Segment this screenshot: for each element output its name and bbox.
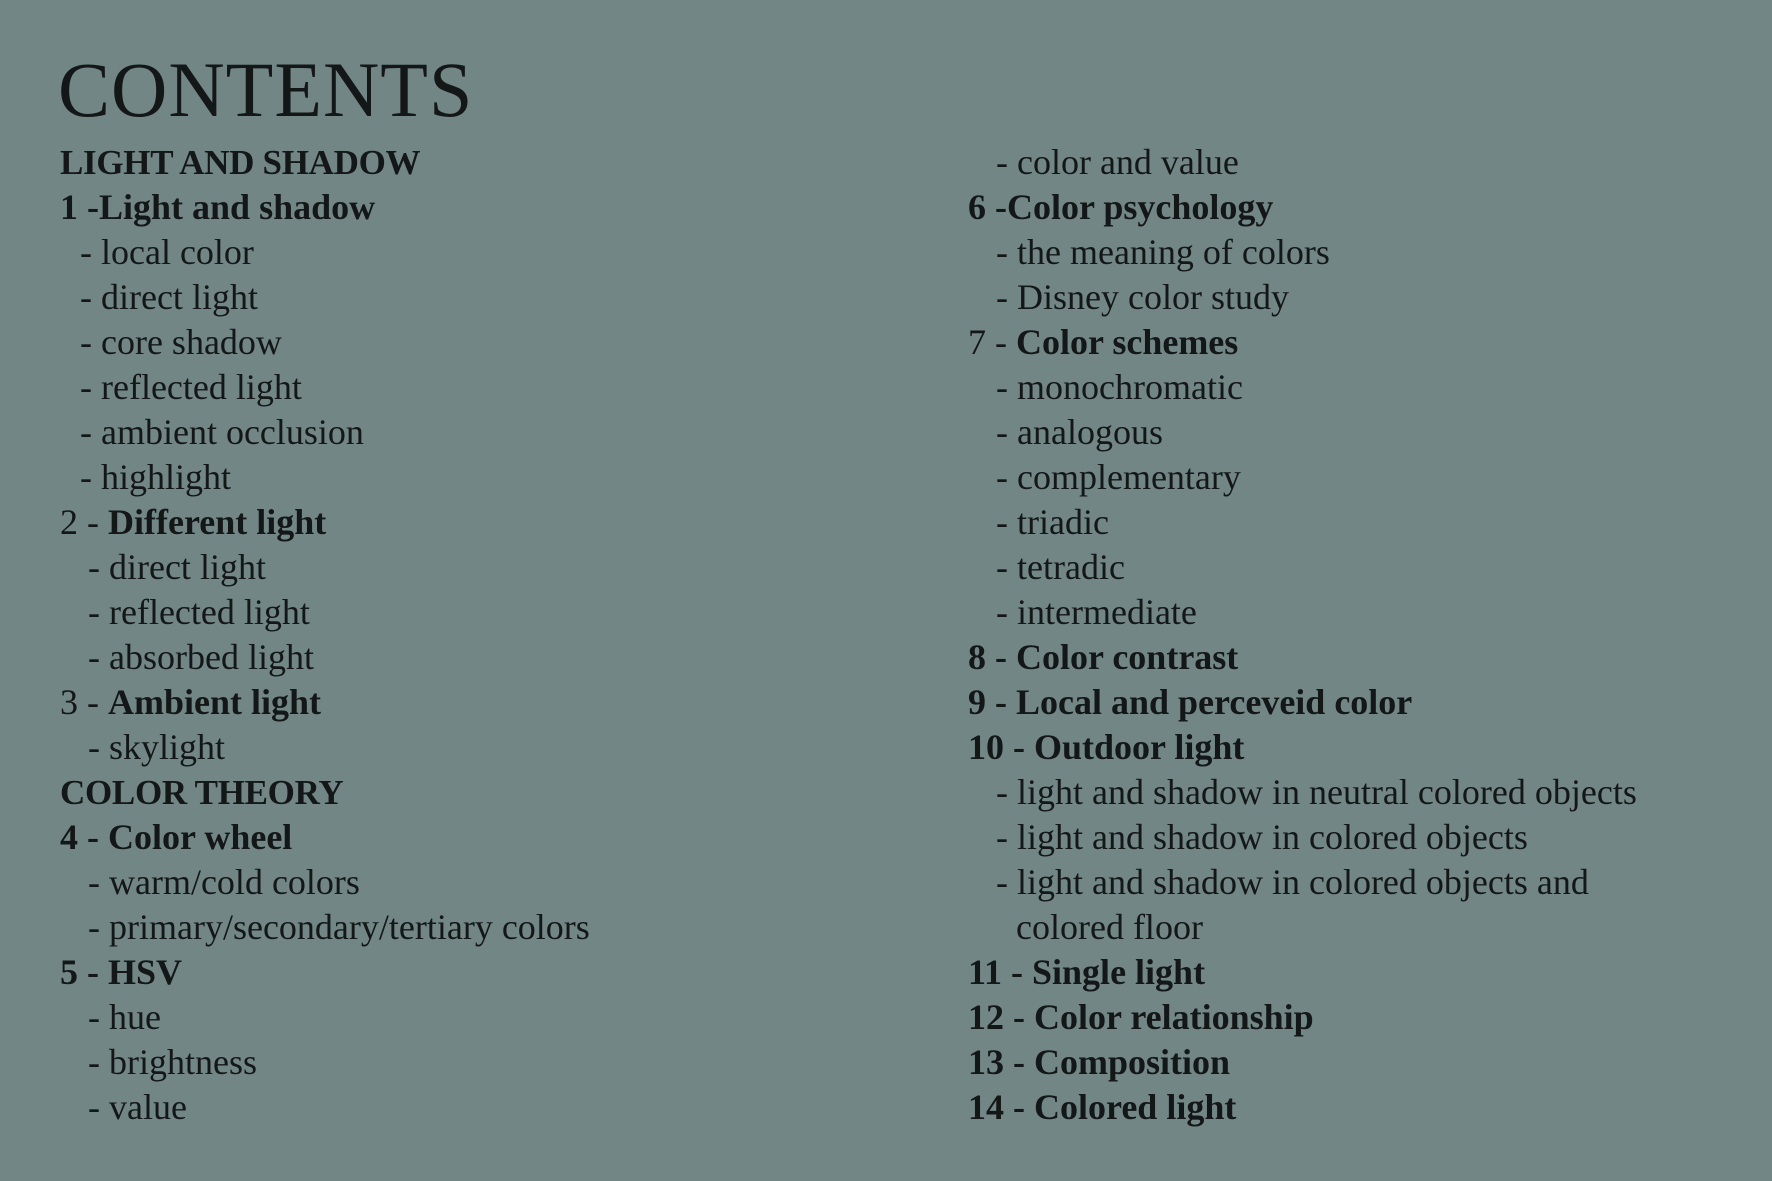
subtopic-entry: - skylight — [88, 727, 226, 767]
chapter-entry — [60, 815, 590, 860]
chapter-title: HSV — [108, 952, 183, 992]
chapter-number: 13 - — [968, 1042, 1034, 1082]
chapter-title: Color contrast — [1016, 637, 1239, 677]
chapter-number: 3 - — [60, 682, 108, 722]
subtopic-entry: - Disney color study — [996, 277, 1289, 317]
chapter-title: Light and shadow — [99, 187, 376, 227]
chapter-entry — [968, 950, 1637, 995]
chapter-title: Local and perceveid color — [1016, 682, 1413, 722]
chapter-title: Color schemes — [1016, 322, 1239, 362]
chapter-title: Composition — [1034, 1042, 1231, 1082]
subtopic-entry: - ambient occlusion — [80, 412, 364, 452]
subtopic-entry: - intermediate — [996, 592, 1197, 632]
chapter-number: 14 - — [968, 1087, 1034, 1127]
chapter-title: Color relationship — [1034, 997, 1314, 1037]
chapter-number: 11 - — [968, 952, 1033, 992]
subtopic-entry: - core shadow — [80, 322, 282, 362]
chapter-entry — [60, 680, 590, 725]
chapter-title: Ambient light — [108, 682, 322, 722]
chapter-title: Single light — [1032, 952, 1206, 992]
chapter-number: 2 - — [60, 502, 108, 542]
chapter-number: 8 - — [968, 637, 1016, 677]
subtopic-entry: - reflected light — [88, 592, 310, 632]
chapter-number: 1 - — [60, 187, 99, 227]
chapter-title: Color psychology — [1007, 187, 1274, 227]
subtopic-entry: - brightness — [88, 1042, 257, 1082]
chapter-entry — [968, 680, 1637, 725]
subtopic-entry: - direct light — [80, 277, 258, 317]
chapter-entry — [60, 950, 590, 995]
chapter-entry — [968, 635, 1637, 680]
subtopic-entry: - absorbed light — [88, 637, 314, 677]
section-heading: COLOR THEORY — [60, 773, 344, 812]
chapter-number: 12 - — [968, 997, 1034, 1037]
chapter-number: 7 - — [968, 322, 1016, 362]
chapter-entry — [968, 725, 1637, 770]
subtopic-entry: - analogous — [996, 412, 1163, 452]
subtopic-entry: - hue — [88, 997, 161, 1037]
contents-column-left — [60, 140, 590, 1130]
subtopic-entry: - direct light — [88, 547, 266, 587]
contents-column-right — [968, 140, 1637, 1130]
subtopic-entry: - primary/secondary/tertiary colors — [88, 907, 590, 947]
subtopic-entry: - the meaning of colors — [996, 232, 1330, 272]
subtopic-entry: - highlight — [80, 457, 231, 497]
chapter-title: Color wheel — [108, 817, 293, 857]
subtopic-entry: - light and shadow in colored objects — [996, 817, 1528, 857]
subtopic-entry: - value — [88, 1087, 187, 1127]
subtopic-entry: - reflected light — [80, 367, 302, 407]
chapter-title: Different light — [108, 502, 327, 542]
chapter-entry — [60, 185, 590, 230]
subtopic-entry: - light and shadow in colored objects and — [996, 862, 1589, 902]
chapter-entry — [968, 995, 1637, 1040]
page-title: CONTENTS — [58, 46, 474, 133]
chapter-entry — [968, 1040, 1637, 1085]
subtopic-entry: - tetradic — [996, 547, 1125, 587]
chapter-entry — [968, 320, 1637, 365]
subtopic-entry: - warm/cold colors — [88, 862, 360, 902]
subtopic-entry: - complementary — [996, 457, 1241, 497]
section-heading: LIGHT AND SHADOW — [60, 143, 421, 182]
chapter-number: 5 - — [60, 952, 108, 992]
chapter-title: Colored light — [1034, 1087, 1237, 1127]
chapter-number: 6 - — [968, 187, 1007, 227]
subtopic-entry: - light and shadow in neutral colored objects — [996, 772, 1637, 812]
subtopic-entry: - monochromatic — [996, 367, 1243, 407]
subtopic-entry: - local color — [80, 232, 254, 272]
chapter-entry — [60, 500, 590, 545]
subtopic-entry: - triadic — [996, 502, 1109, 542]
chapter-number: 9 - — [968, 682, 1016, 722]
chapter-number: 10 - — [968, 727, 1034, 767]
subtopic-entry: - color and value — [996, 142, 1239, 182]
chapter-entry — [968, 185, 1637, 230]
chapter-title: Outdoor light — [1034, 727, 1245, 767]
subtopic-entry: colored floor — [1016, 907, 1203, 947]
chapter-number: 4 - — [60, 817, 108, 857]
chapter-entry — [968, 1085, 1637, 1130]
